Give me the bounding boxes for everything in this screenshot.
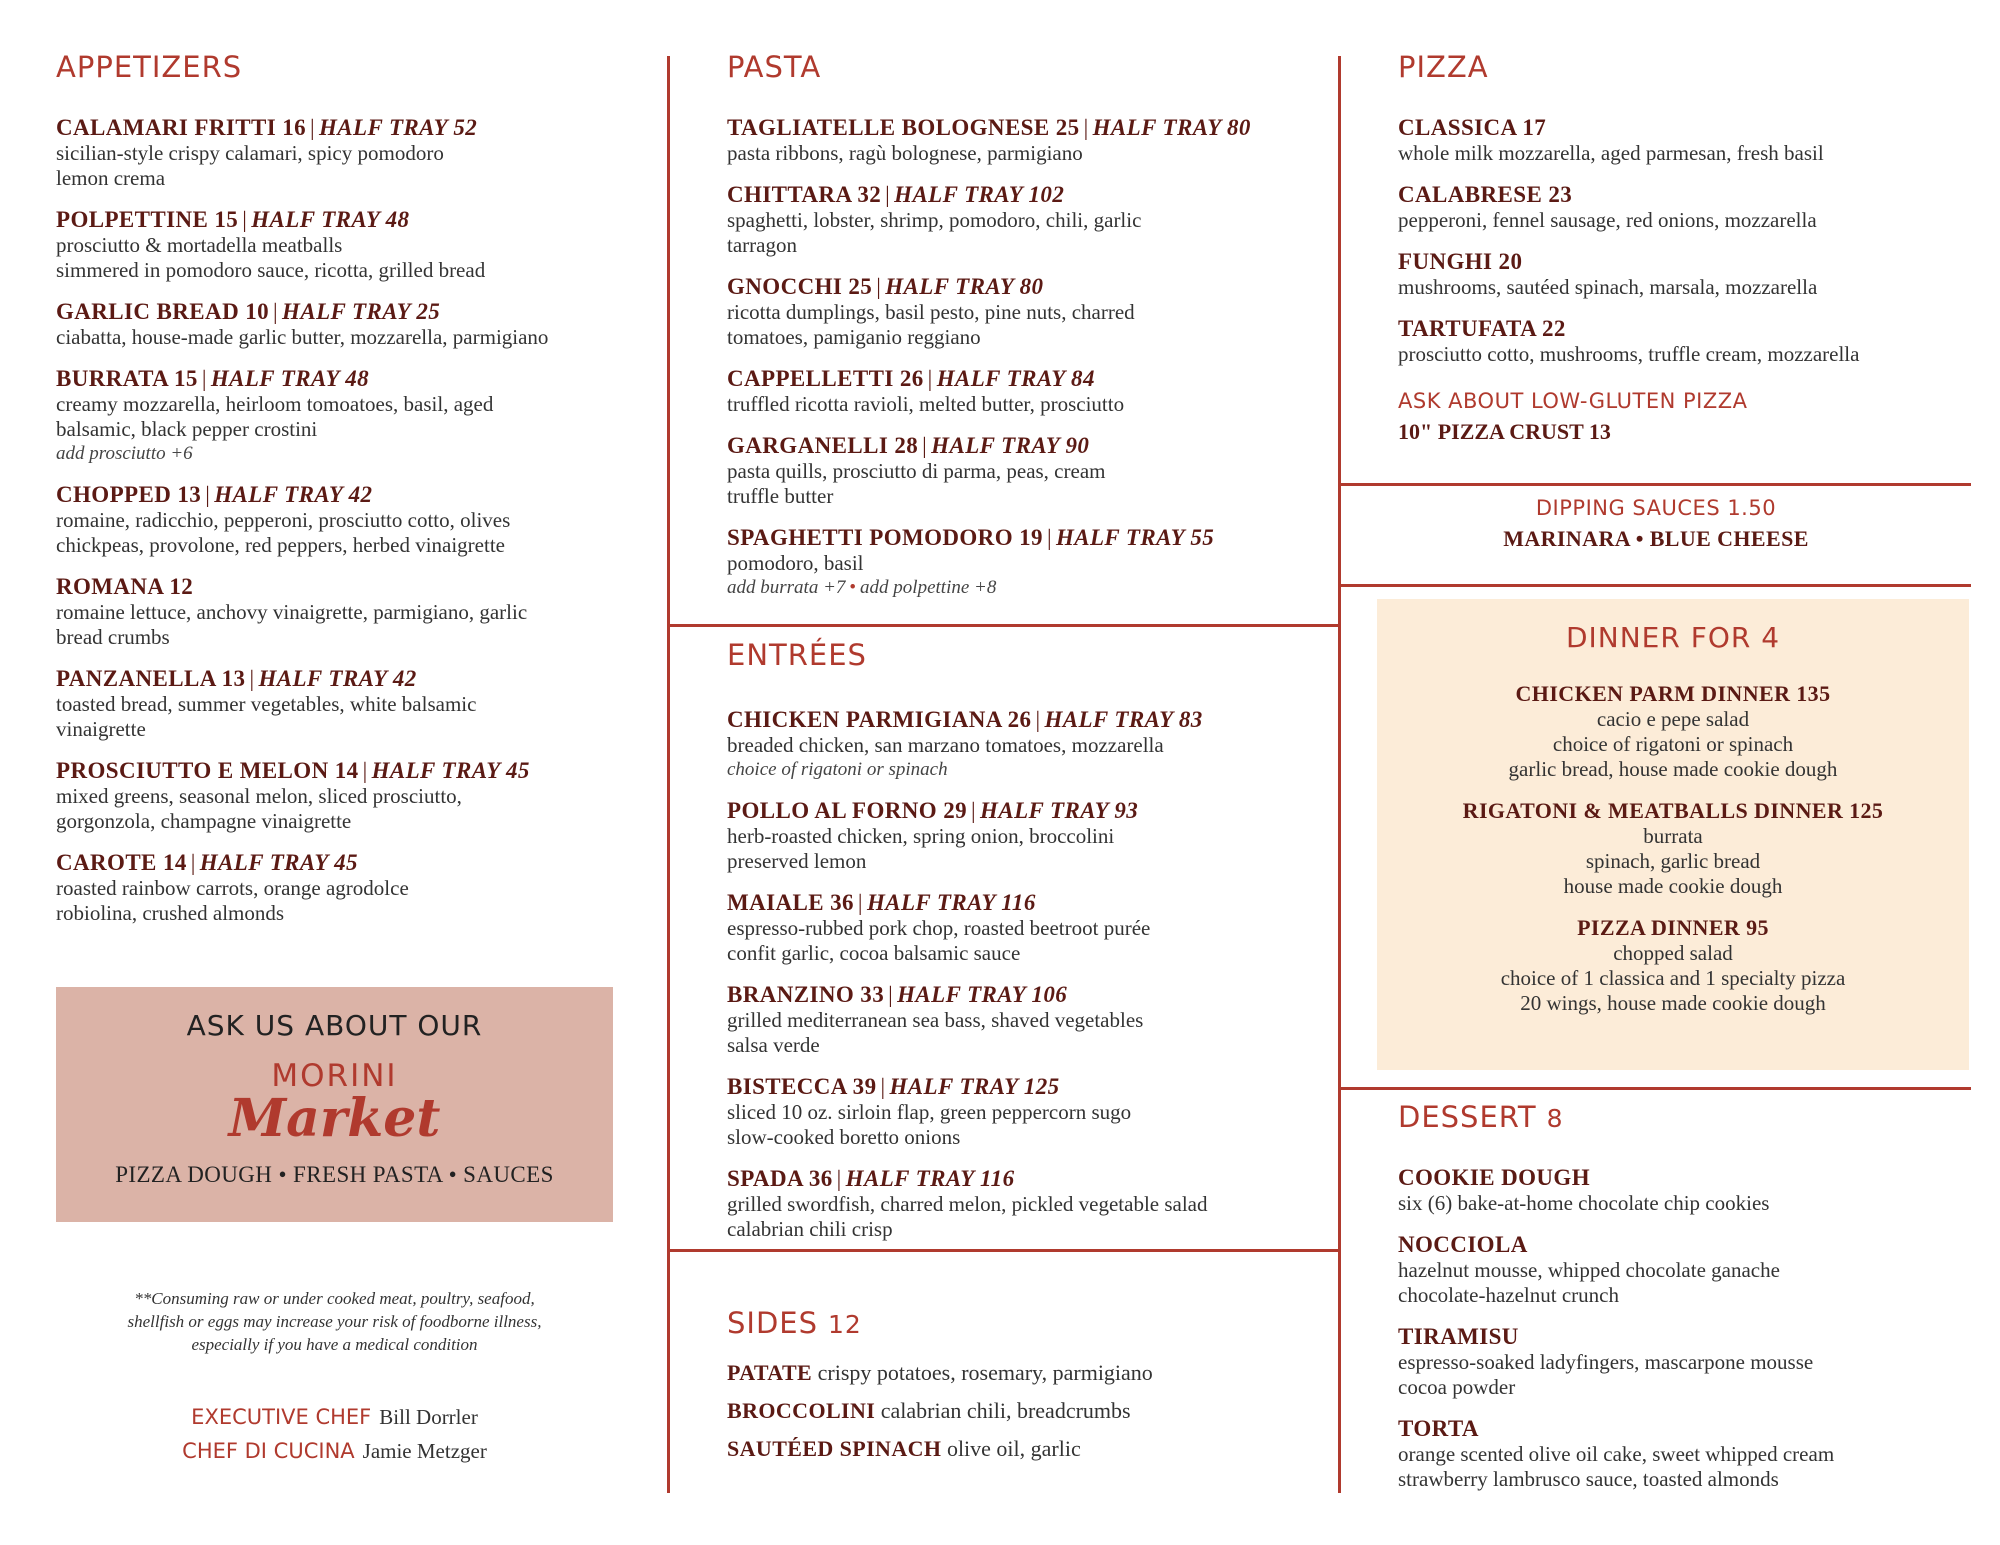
dipping-title: DIPPING SAUCES 1.50 bbox=[1535, 496, 1777, 520]
item-title: CHICKEN PARMIGIANA 26 bbox=[727, 707, 1032, 732]
dessert-title bbox=[1398, 1100, 1978, 1134]
dinner-for-4-box bbox=[1377, 599, 1969, 1070]
separator: | bbox=[888, 982, 894, 1007]
half-tray-price: HALF TRAY 52 bbox=[319, 115, 478, 140]
pizza-title: PIZZA bbox=[1398, 50, 1489, 84]
item-name bbox=[1398, 1231, 1978, 1258]
item-description: tarragon bbox=[727, 233, 797, 257]
column-divider-right bbox=[1338, 56, 1341, 1493]
side-item bbox=[727, 1354, 1327, 1392]
side-desc: olive oil, garlic bbox=[946, 1436, 1081, 1461]
item-description: preserved lemon bbox=[727, 849, 867, 873]
half-tray-price: HALF TRAY 90 bbox=[931, 433, 1090, 458]
half-tray-price: HALF TRAY 80 bbox=[1092, 115, 1251, 140]
item-description: pasta ribbons, ragù bolognese, parmigiano bbox=[727, 141, 1083, 165]
half-tray-price: HALF TRAY 55 bbox=[1055, 525, 1215, 550]
side-name: PATATE bbox=[727, 1360, 813, 1385]
item-title: FUNGHI 20 bbox=[1398, 249, 1523, 274]
dinner-package-line: chopped salad bbox=[1613, 941, 1733, 965]
item-description: lemon crema bbox=[56, 166, 166, 190]
item-name bbox=[727, 432, 1327, 459]
note-part: add burrata +7 bbox=[727, 577, 846, 598]
item-note: choice of rigatoni or spinach bbox=[727, 759, 948, 780]
separator: | bbox=[1046, 525, 1052, 550]
food-safety-disclaimer bbox=[56, 1287, 613, 1356]
half-tray-price: HALF TRAY 106 bbox=[897, 982, 1068, 1007]
item-description: breaded chicken, san marzano tomatoes, mozzarella bbox=[727, 733, 1164, 757]
separator: | bbox=[310, 115, 316, 140]
side-name: SAUTÉED SPINACH bbox=[727, 1436, 942, 1461]
separator: | bbox=[190, 850, 196, 875]
half-tray-price: HALF TRAY 116 bbox=[845, 1166, 1015, 1191]
item-description: hazelnut mousse, whipped chocolate ganache bbox=[1398, 1258, 1780, 1282]
item-title: CHOPPED 13 bbox=[56, 482, 202, 507]
pizza-item bbox=[1398, 248, 1978, 300]
column-divider-left bbox=[667, 56, 670, 1493]
dinner-package-line: 20 wings, house made cookie dough bbox=[1520, 991, 1826, 1015]
dessert-title-text: DESSERT bbox=[1398, 1100, 1537, 1134]
half-tray-price: HALF TRAY 45 bbox=[371, 758, 530, 783]
pasta-item bbox=[727, 524, 1327, 600]
chef-role: CHEF DI CUCINA bbox=[182, 1439, 355, 1463]
separator: | bbox=[880, 1074, 886, 1099]
sides-section bbox=[727, 1306, 1327, 1468]
separator: | bbox=[836, 1166, 842, 1191]
item-name bbox=[56, 114, 646, 141]
dinner-package bbox=[1377, 797, 1969, 899]
appetizer-item bbox=[56, 298, 646, 350]
side-name: BROCCOLINI bbox=[727, 1398, 876, 1423]
dinner-package-line: burrata bbox=[1643, 824, 1703, 848]
item-name bbox=[56, 757, 646, 784]
item-name bbox=[727, 365, 1327, 392]
item-name bbox=[727, 273, 1327, 300]
dinner-package-line: cacio e pepe salad bbox=[1596, 707, 1750, 731]
dessert-section bbox=[1398, 1100, 1978, 1507]
side-item bbox=[727, 1392, 1327, 1430]
item-title: MAIALE 36 bbox=[727, 890, 854, 915]
appetizer-item bbox=[56, 481, 646, 558]
item-name bbox=[1398, 1323, 1978, 1350]
dessert-item bbox=[1398, 1323, 1978, 1400]
side-desc: crispy potatoes, rosemary, parmigiano bbox=[817, 1360, 1153, 1385]
item-description: grilled mediterranean sea bass, shaved vegetables bbox=[727, 1008, 1144, 1032]
item-title: TIRAMISU bbox=[1398, 1324, 1519, 1349]
sides-price: 12 bbox=[828, 1310, 862, 1339]
half-tray-price: HALF TRAY 42 bbox=[258, 666, 417, 691]
item-name bbox=[56, 665, 646, 692]
separator: | bbox=[362, 758, 368, 783]
item-title: CAPPELLETTI 26 bbox=[727, 366, 924, 391]
item-description: simmered in pomodoro sauce, ricotta, grilled bread bbox=[56, 258, 486, 282]
disclaimer-line: shellfish or eggs may increase your risk of foodborne illness, bbox=[127, 1312, 542, 1331]
item-description: ricotta dumplings, basil pesto, pine nuts, charred bbox=[727, 300, 1135, 324]
half-tray-price: HALF TRAY 48 bbox=[210, 366, 369, 391]
separator: | bbox=[922, 433, 928, 458]
item-title: BRANZINO 33 bbox=[727, 982, 885, 1007]
dinner-package-line: garlic bread, house made cookie dough bbox=[1508, 757, 1838, 781]
item-name bbox=[1398, 181, 1978, 208]
half-tray-price: HALF TRAY 45 bbox=[199, 850, 358, 875]
half-tray-price: HALF TRAY 102 bbox=[894, 182, 1065, 207]
item-name bbox=[56, 365, 646, 392]
separator: | bbox=[971, 798, 977, 823]
divider-dipping-dinner bbox=[1338, 584, 1971, 587]
dinner-package bbox=[1377, 680, 1969, 782]
item-title: NOCCIOLA bbox=[1398, 1232, 1528, 1257]
pasta-item bbox=[727, 365, 1327, 417]
pasta-item bbox=[727, 181, 1327, 258]
entrees-section bbox=[727, 638, 1327, 1257]
item-description: prosciutto cotto, mushrooms, truffle cream, mozzarella bbox=[1398, 342, 1860, 366]
dinner-packages bbox=[1377, 680, 1969, 1016]
separator: | bbox=[885, 182, 891, 207]
pasta-item bbox=[727, 273, 1327, 350]
dinner-package-line: spinach, garlic bread bbox=[1585, 849, 1761, 873]
item-description: bread crumbs bbox=[56, 625, 170, 649]
item-description: pasta quills, prosciutto di parma, peas, cream bbox=[727, 459, 1106, 483]
item-description: grilled swordfish, charred melon, pickled vegetable salad bbox=[727, 1192, 1208, 1216]
note-part: add polpettine +8 bbox=[860, 577, 997, 598]
item-description: toasted bread, summer vegetables, white balsamic bbox=[56, 692, 477, 716]
half-tray-price: HALF TRAY 93 bbox=[980, 798, 1139, 823]
item-description: pepperoni, fennel sausage, red onions, mozzarella bbox=[1398, 208, 1817, 232]
item-name bbox=[727, 706, 1327, 733]
dinner-package bbox=[1377, 914, 1969, 1016]
pizza-item bbox=[1398, 181, 1978, 233]
appetizer-item bbox=[56, 365, 646, 466]
item-title: POLPETTINE 15 bbox=[56, 207, 239, 232]
entrees-title: ENTRÉES bbox=[727, 638, 867, 672]
morini-market-box bbox=[56, 987, 613, 1222]
pasta-title: PASTA bbox=[727, 50, 822, 84]
appetizer-item bbox=[56, 665, 646, 742]
dessert-item bbox=[1398, 1231, 1978, 1308]
item-name bbox=[56, 481, 646, 508]
sides-title bbox=[727, 1306, 1327, 1340]
side-desc: calabrian chili, breadcrumbs bbox=[880, 1398, 1131, 1423]
item-description: robiolina, crushed almonds bbox=[56, 901, 285, 925]
appetizers-title: APPETIZERS bbox=[56, 50, 243, 84]
market-ask-text: ASK US ABOUT OUR bbox=[186, 1009, 483, 1042]
entree-item bbox=[727, 1165, 1327, 1242]
item-title: ROMANA 12 bbox=[56, 574, 194, 599]
pasta-list bbox=[727, 114, 1327, 600]
item-description: herb-roasted chicken, spring onion, broccolini bbox=[727, 824, 1115, 848]
item-name bbox=[727, 1073, 1327, 1100]
dessert-price: 8 bbox=[1546, 1104, 1564, 1133]
item-title: CLASSICA 17 bbox=[1398, 115, 1547, 140]
separator: | bbox=[242, 207, 248, 232]
item-title: GARGANELLI 28 bbox=[727, 433, 919, 458]
item-description: creamy mozzarella, heirloom tomoatoes, basil, aged bbox=[56, 392, 494, 416]
chef-name: Jamie Metzger bbox=[362, 1439, 487, 1463]
dipping-sauces bbox=[1343, 496, 1969, 552]
separator: | bbox=[273, 299, 279, 324]
market-brand-script: Market bbox=[228, 1088, 441, 1149]
chef-name: Bill Dorrler bbox=[379, 1405, 478, 1429]
item-description: balsamic, black pepper crostini bbox=[56, 417, 318, 441]
pasta-section bbox=[727, 50, 1327, 615]
item-title: SPAGHETTI POMODORO 19 bbox=[727, 525, 1043, 550]
disclaimer-line: **Consuming raw or under cooked meat, poultry, seafood, bbox=[134, 1289, 535, 1308]
market-items: PIZZA DOUGH • FRESH PASTA • SAUCES bbox=[115, 1162, 554, 1187]
item-description: orange scented olive oil cake, sweet whipped cream bbox=[1398, 1442, 1835, 1466]
item-description: gorgonzola, champagne vinaigrette bbox=[56, 809, 352, 833]
item-description: confit garlic, cocoa balsamic sauce bbox=[727, 941, 1021, 965]
half-tray-price: HALF TRAY 125 bbox=[889, 1074, 1060, 1099]
item-name bbox=[1398, 1164, 1978, 1191]
item-name bbox=[727, 889, 1327, 916]
dessert-item bbox=[1398, 1164, 1978, 1216]
dinner-title: DINNER FOR 4 bbox=[1565, 621, 1781, 654]
item-name bbox=[727, 797, 1327, 824]
item-note: add prosciutto +6 bbox=[56, 443, 193, 464]
chef-role: EXECUTIVE CHEF bbox=[191, 1405, 372, 1429]
item-description: chocolate-hazelnut crunch bbox=[1398, 1283, 1619, 1307]
half-tray-price: HALF TRAY 116 bbox=[866, 890, 1036, 915]
item-title: POLLO AL FORNO 29 bbox=[727, 798, 968, 823]
item-name bbox=[1398, 114, 1978, 141]
item-title: COOKIE DOUGH bbox=[1398, 1165, 1591, 1190]
separator: | bbox=[857, 890, 863, 915]
item-description: roasted rainbow carrots, orange agrodolce bbox=[56, 876, 409, 900]
item-description: mixed greens, seasonal melon, sliced prosciutto, bbox=[56, 784, 462, 808]
entree-item bbox=[727, 706, 1327, 782]
sides-title-text: SIDES bbox=[727, 1306, 819, 1340]
separator: | bbox=[201, 366, 207, 391]
item-description: slow-cooked boretto onions bbox=[727, 1125, 961, 1149]
pasta-item bbox=[727, 432, 1327, 509]
item-description: calabrian chili crisp bbox=[727, 1217, 893, 1241]
item-title: BISTECCA 39 bbox=[727, 1074, 877, 1099]
item-name bbox=[56, 206, 646, 233]
separator: | bbox=[1083, 115, 1089, 140]
pizza-item bbox=[1398, 315, 1978, 367]
item-description: six (6) bake-at-home chocolate chip cookies bbox=[1398, 1191, 1770, 1215]
bullet: • bbox=[849, 577, 857, 598]
appetizer-item bbox=[56, 849, 646, 926]
item-title: PROSCIUTTO E MELON 14 bbox=[56, 758, 359, 783]
item-description: prosciutto & mortadella meatballs bbox=[56, 233, 343, 257]
item-title: CALAMARI FRITTI 16 bbox=[56, 115, 306, 140]
item-name bbox=[1398, 248, 1978, 275]
item-description: mushrooms, sautéed spinach, marsala, mozzarella bbox=[1398, 275, 1818, 299]
half-tray-price: HALF TRAY 25 bbox=[282, 299, 441, 324]
entree-item bbox=[727, 889, 1327, 966]
item-description: spaghetti, lobster, shrimp, pomodoro, chili, garlic bbox=[727, 208, 1142, 232]
item-name bbox=[727, 981, 1327, 1008]
item-description: vinaigrette bbox=[56, 717, 146, 741]
divider-pasta-entrees bbox=[667, 624, 1341, 627]
item-title: TORTA bbox=[1398, 1416, 1479, 1441]
separator: | bbox=[1035, 707, 1041, 732]
dinner-package-line: house made cookie dough bbox=[1563, 874, 1783, 898]
separator: | bbox=[249, 666, 255, 691]
separator: | bbox=[927, 366, 933, 391]
entrees-list bbox=[727, 706, 1327, 1242]
appetizer-item bbox=[56, 206, 646, 283]
item-description: espresso-soaked ladyfingers, mascarpone mousse bbox=[1398, 1350, 1814, 1374]
appetizers-list bbox=[56, 114, 646, 926]
entree-item bbox=[727, 981, 1327, 1058]
item-title: CHITTARA 32 bbox=[727, 182, 882, 207]
item-title: BURRATA 15 bbox=[56, 366, 198, 391]
dinner-package-line: choice of 1 classica and 1 specialty pizza bbox=[1500, 966, 1846, 990]
item-name bbox=[727, 114, 1327, 141]
item-description: sliced 10 oz. sirloin flap, green peppercorn sugo bbox=[727, 1100, 1132, 1124]
item-note bbox=[727, 576, 1327, 600]
market-brand-top: MORINI bbox=[271, 1058, 398, 1094]
half-tray-price: HALF TRAY 83 bbox=[1044, 707, 1203, 732]
low-gluten-note: ASK ABOUT LOW-GLUTEN PIZZA bbox=[1398, 389, 1748, 413]
dinner-package-name: CHICKEN PARM DINNER 135 bbox=[1515, 681, 1831, 706]
item-name bbox=[56, 849, 646, 876]
dipping-options: MARINARA • BLUE CHEESE bbox=[1503, 526, 1809, 551]
half-tray-price: HALF TRAY 48 bbox=[251, 207, 410, 232]
chef-credit bbox=[56, 1400, 613, 1434]
item-description: whole milk mozzarella, aged parmesan, fresh basil bbox=[1398, 141, 1824, 165]
half-tray-price: HALF TRAY 84 bbox=[936, 366, 1095, 391]
item-title: GARLIC BREAD 10 bbox=[56, 299, 270, 324]
item-title: GNOCCHI 25 bbox=[727, 274, 873, 299]
item-name bbox=[56, 573, 646, 600]
item-description: truffled ricotta ravioli, melted butter, prosciutto bbox=[727, 392, 1125, 416]
sides-list bbox=[727, 1354, 1327, 1468]
disclaimer-line: especially if you have a medical condition bbox=[191, 1335, 478, 1354]
item-title: TARTUFATA 22 bbox=[1398, 316, 1566, 341]
item-title: PANZANELLA 13 bbox=[56, 666, 246, 691]
entree-item bbox=[727, 797, 1327, 874]
item-description: chickpeas, provolone, red peppers, herbed vinaigrette bbox=[56, 533, 505, 557]
dessert-item bbox=[1398, 1415, 1978, 1492]
item-name bbox=[56, 298, 646, 325]
appetizers-section bbox=[56, 50, 646, 941]
item-description: cocoa powder bbox=[1398, 1375, 1516, 1399]
dinner-package-name: PIZZA DINNER 95 bbox=[1577, 915, 1769, 940]
divider-dinner-dessert bbox=[1338, 1087, 1971, 1090]
pizza-item bbox=[1398, 114, 1978, 166]
item-name bbox=[727, 1165, 1327, 1192]
item-title: TAGLIATELLE BOLOGNESE 25 bbox=[727, 115, 1080, 140]
appetizer-item bbox=[56, 757, 646, 834]
appetizer-item bbox=[56, 573, 646, 650]
item-description: romaine lettuce, anchovy vinaigrette, parmigiano, garlic bbox=[56, 600, 528, 624]
half-tray-price: HALF TRAY 42 bbox=[214, 482, 373, 507]
dessert-list bbox=[1398, 1164, 1978, 1492]
divider-pizza-dipping bbox=[1338, 483, 1971, 486]
pizza-list bbox=[1398, 114, 1978, 367]
item-description: romaine, radicchio, pepperoni, prosciutto cotto, olives bbox=[56, 508, 511, 532]
entree-item bbox=[727, 1073, 1327, 1150]
item-name bbox=[727, 181, 1327, 208]
item-description: truffle butter bbox=[727, 484, 834, 508]
item-title: CAROTE 14 bbox=[56, 850, 187, 875]
item-description: tomatoes, pamiganio reggiano bbox=[727, 325, 981, 349]
item-name bbox=[727, 524, 1327, 551]
item-description: espresso-rubbed pork chop, roasted beetroot purée bbox=[727, 916, 1151, 940]
item-name bbox=[1398, 315, 1978, 342]
item-description: pomodoro, basil bbox=[727, 551, 864, 575]
item-description: sicilian-style crispy calamari, spicy pomodoro bbox=[56, 141, 444, 165]
appetizer-item bbox=[56, 114, 646, 191]
side-item bbox=[727, 1430, 1327, 1468]
dinner-package-line: choice of rigatoni or spinach bbox=[1552, 732, 1794, 756]
separator: | bbox=[876, 274, 882, 299]
item-description: salsa verde bbox=[727, 1033, 820, 1057]
pizza-crust-item: 10" PIZZA CRUST 13 bbox=[1398, 419, 1611, 444]
half-tray-price: HALF TRAY 80 bbox=[885, 274, 1044, 299]
item-title: CALABRESE 23 bbox=[1398, 182, 1573, 207]
item-title: SPADA 36 bbox=[727, 1166, 833, 1191]
chef-credits bbox=[56, 1400, 613, 1468]
item-description: ciabatta, house-made garlic butter, mozzarella, parmigiano bbox=[56, 325, 549, 349]
chef-credit bbox=[56, 1434, 613, 1468]
separator: | bbox=[205, 482, 211, 507]
dinner-package-name: RIGATONI & MEATBALLS DINNER 125 bbox=[1462, 798, 1884, 823]
pasta-item bbox=[727, 114, 1327, 166]
pizza-section bbox=[1398, 50, 1978, 445]
item-description: strawberry lambrusco sauce, toasted almonds bbox=[1398, 1467, 1779, 1491]
item-name bbox=[1398, 1415, 1978, 1442]
